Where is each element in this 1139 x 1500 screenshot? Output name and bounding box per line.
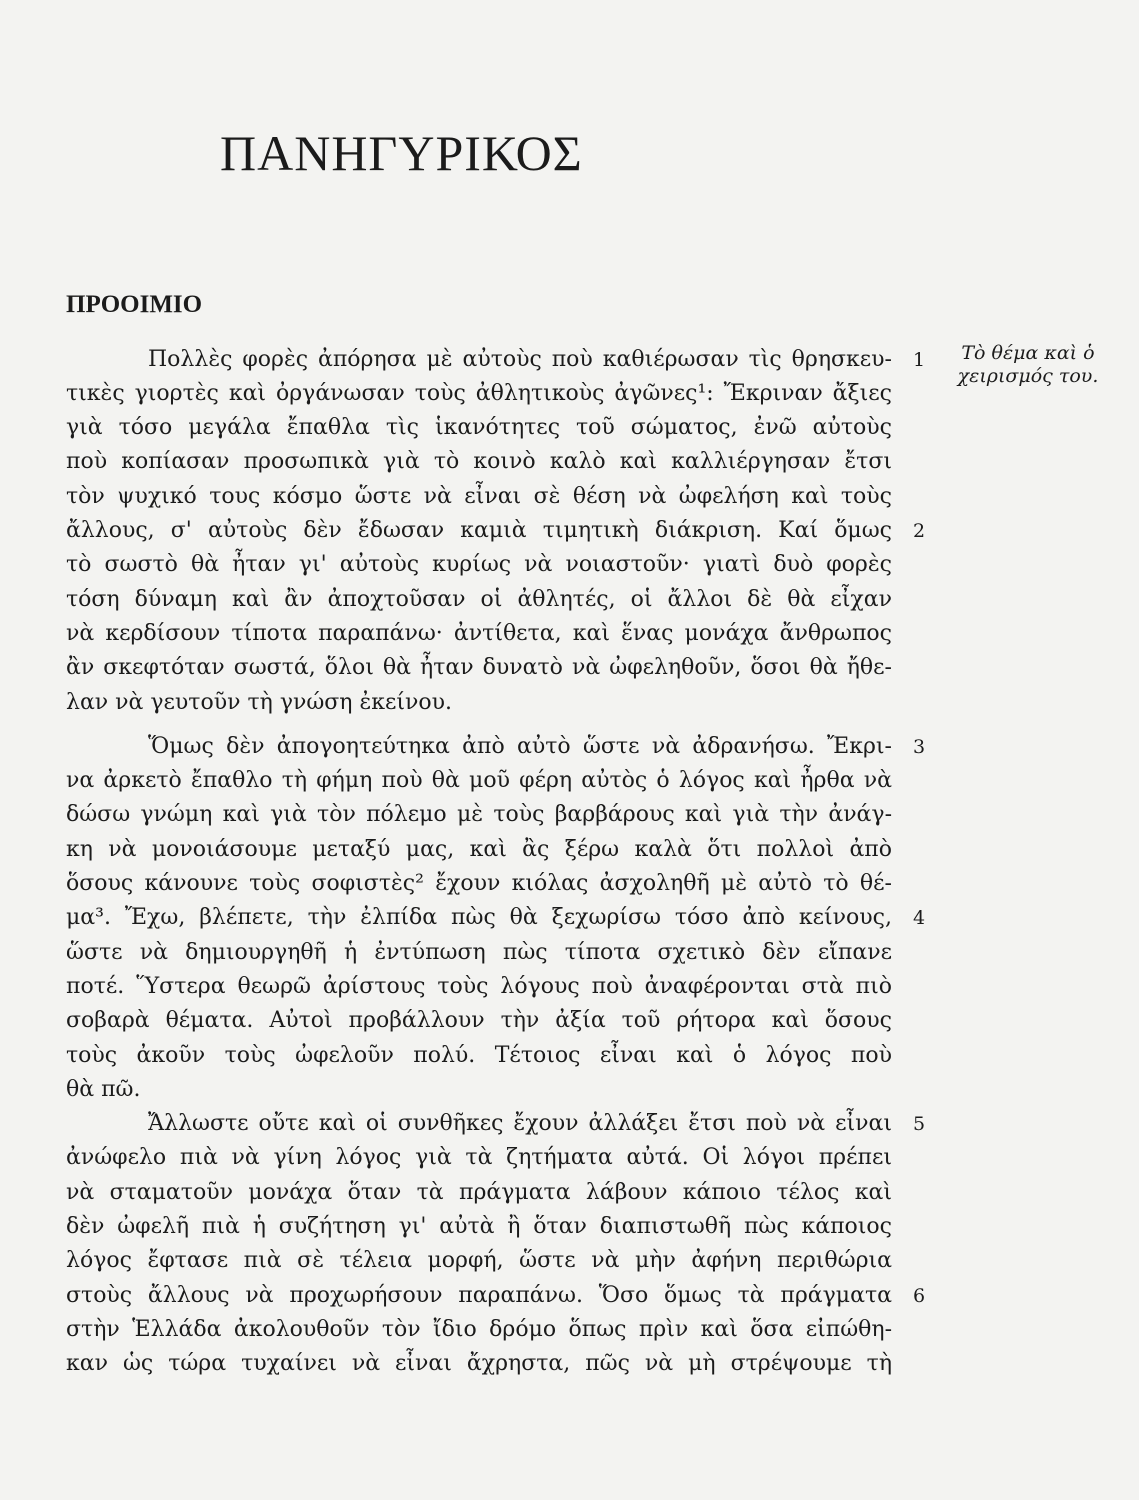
text-line: λαν νὰ γευτοῦν τὴ γνώση ἐκείνου. bbox=[66, 690, 453, 715]
text-line: Ἄλλωστε οὔτε καὶ οἱ συνθῆκες ἔχουν ἀλλάξει ἔτσι ποὺ νὰ εἶναι bbox=[148, 1111, 892, 1136]
text-line: ἄλλους, σ' αὐτοὺς δὲν ἔδωσαν καμιὰ τιμητικὴ διάκριση. Καί ὅμως bbox=[66, 518, 892, 543]
text-line: κη νὰ μονοιάσουμε μεταξύ μας, καὶ ἂς ξέρω καλὰ ὅτι πολλοὶ ἀπὸ bbox=[66, 837, 892, 862]
text-line: λόγος ἔφτασε πιὰ σὲ τέλεια μορφή, ὥστε νὰ μὴν ἀφήνη περιθώρια bbox=[66, 1248, 892, 1273]
text-line: να ἀρκετὸ ἔπαθλο τὴ φήμη ποὺ θὰ μοῦ φέρη αὐτὸς ὁ λόγος καὶ ἦρθα νὰ bbox=[66, 768, 892, 793]
text-line: στὴν Ἑλλάδα ἀκολουθοῦν τὸν ἴδιο δρόμο ὅπως πρὶν καὶ ὅσα εἰπώθη- bbox=[66, 1317, 892, 1342]
text-line: ἂν σκεφτόταν σωστά, ὅλοι θὰ ἦταν δυνατὸ νὰ ὠφεληθοῦν, ὅσοι θὰ ἤθε- bbox=[66, 655, 892, 680]
text-line: δώσω γνώμη καὶ γιὰ τὸν πόλεμο μὲ τοὺς βαρβάρους καὶ γιὰ τὴν ἀνάγ- bbox=[66, 802, 892, 827]
text-line: ποτέ. Ὕστερα θεωρῶ ἀρίστους τοὺς λόγους ποὺ ἀναφέρονται στὰ πιὸ bbox=[66, 974, 892, 999]
text-line: τόση δύναμη καὶ ἂν ἀποχτοῦσαν οἱ ἀθλητές, οἱ ἄλλοι δὲ θὰ εἶχαν bbox=[66, 587, 892, 612]
text-line: ἀνώφελο πιὰ νὰ γίνη λόγος γιὰ τὰ ζητήματα αὐτά. Οἱ λόγοι πρέπει bbox=[66, 1145, 892, 1170]
paragraph-number: 6 bbox=[913, 1285, 926, 1307]
paragraph-number: 5 bbox=[913, 1113, 926, 1135]
text-line: στοὺς ἄλλους νὰ προχωρήσουν παραπάνω. Ὅσο ὅμως τὰ πράγματα bbox=[66, 1283, 892, 1308]
text-line: ὅσους κάνουνε τοὺς σοφιστὲς² ἔχουν κιόλας ἀσχοληθῆ μὲ αὐτὸ τὸ θέ- bbox=[66, 871, 892, 896]
text-line: ὥστε νὰ δημιουργηθῆ ἡ ἐντύπωση πὼς τίποτα σχετικὸ δὲν εἴπανε bbox=[66, 940, 892, 965]
text-line: σοβαρὰ θέματα. Αὐτοὶ προβάλλουν τὴν ἀξία τοῦ ρήτορα καὶ ὅσους bbox=[66, 1008, 892, 1033]
text-line: γιὰ τόσο μεγάλα ἔπαθλα τὶς ἱκανότητες τοῦ σώματος, ἐνῶ αὐτοὺς bbox=[66, 415, 892, 440]
paragraph-number: 4 bbox=[913, 907, 926, 929]
text-line: Πολλὲς φορὲς ἀπόρησα μὲ αὐτοὺς ποὺ καθιέρωσαν τὶς θρησκευ- bbox=[148, 347, 892, 372]
text-line: τοὺς ἀκοῦν τοὺς ὠφελοῦν πολύ. Τέτοιος εἶναι καὶ ὁ λόγος ποὺ bbox=[66, 1043, 892, 1068]
page-title: ΠΑΝΗΓΥΡΙΚΟΣ bbox=[220, 125, 583, 181]
text-line: μα³. Ἔχω, βλέπετε, τὴν ἐλπίδα πὼς θὰ ξεχωρίσω τόσο ἀπὸ κείνους, bbox=[66, 905, 892, 930]
text-line: νὰ κερδίσουν τίποτα παραπάνω· ἀντίθετα, καὶ ἕνας μονάχα ἄνθρωπος bbox=[66, 621, 892, 646]
paragraph-number: 2 bbox=[913, 520, 926, 542]
margin-note-line: Τὸ θέμα καὶ ὁ bbox=[961, 342, 1095, 364]
margin-note-line: χειρισμός του. bbox=[957, 365, 1099, 387]
text-line: ποὺ κοπίασαν προσωπικὰ γιὰ τὸ κοινὸ καλὸ καὶ καλλιέργησαν ἔτσι bbox=[66, 449, 892, 474]
paragraph-number: 3 bbox=[913, 736, 926, 758]
margin-note bbox=[938, 342, 1118, 388]
paragraph-number: 1 bbox=[913, 349, 926, 371]
text-line: τικὲς γιορτὲς καὶ ὀργάνωσαν τοὺς ἀθλητικοὺς ἀγῶνες¹: Ἔκριναν ἄξιες bbox=[66, 381, 892, 406]
text-line: τὸ σωστὸ θὰ ἦταν γι' αὐτοὺς κυρίως νὰ νοιαστοῦν· γιατὶ δυὸ φορὲς bbox=[66, 552, 892, 577]
text-line: δὲν ὠφελῆ πιὰ ἡ συζήτηση γι' αὐτὰ ἢ ὅταν διαπιστωθῆ πὼς κάποιος bbox=[66, 1214, 892, 1239]
text-line: νὰ σταματοῦν μονάχα ὅταν τὰ πράγματα λάβουν κάποιο τέλος καὶ bbox=[66, 1180, 892, 1205]
text-line: θὰ πῶ. bbox=[66, 1077, 141, 1102]
text-line: τὸν ψυχικό τους κόσμο ὥστε νὰ εἶναι σὲ θέση νὰ ὠφελήση καὶ τοὺς bbox=[66, 484, 892, 509]
text-line: καν ὡς τώρα τυχαίνει νὰ εἶναι ἄχρηστα, πῶς νὰ μὴ στρέψουμε τὴ bbox=[66, 1351, 892, 1376]
text-line: Ὅμως δὲν ἀπογοητεύτηκα ἀπὸ αὐτὸ ὥστε νὰ ἀδρανήσω. Ἔκρι- bbox=[148, 734, 892, 759]
section-heading: ΠΡΟΟΙΜΙΟ bbox=[66, 291, 203, 318]
